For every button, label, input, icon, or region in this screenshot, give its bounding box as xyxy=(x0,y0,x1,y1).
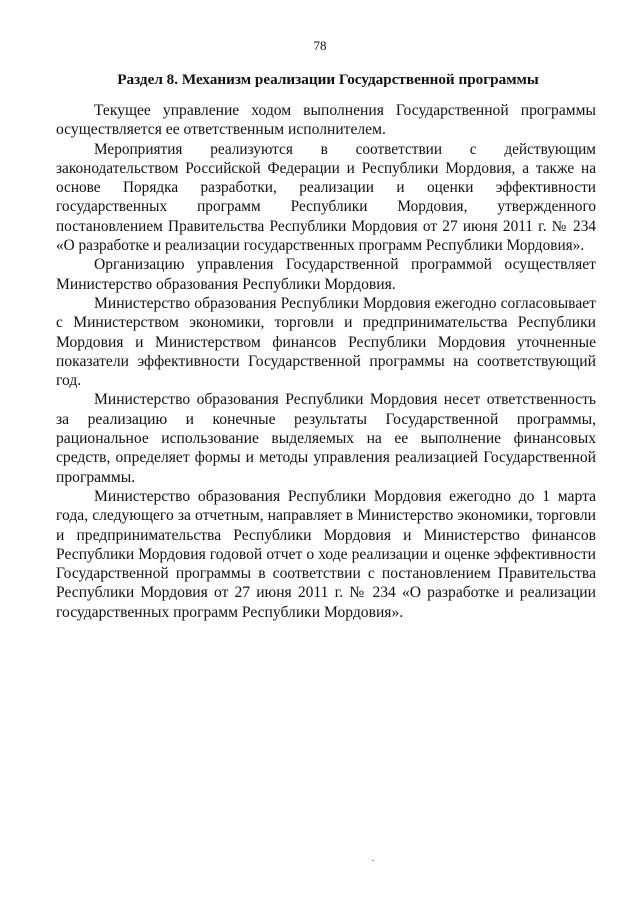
scan-artifact-dot xyxy=(372,860,374,861)
page-number: 78 xyxy=(313,38,327,53)
paragraph-current-management: Текущее управление ходом выполнения Государственной программы осуществляется ее ответственным исполнителем. xyxy=(56,102,596,139)
paragraph-annual-report: Министерство образования Республики Мордовия ежегодно до 1 марта года, следующего за отчетным, направляет в Министерство экономики, торговли и предпринимательства Республики Мордовия и Министерство финансов Республики Мордовия годовой отчет о ходе реализации и оценке эффективности Государственной программы в соответствии с постановлением Правительства Республики Мордовия от 27 июня 2011 г. № 234 «О разработке и реализации государственных программ Республики Мордовия». xyxy=(56,487,596,621)
paragraph-responsibility: Министерство образования Республики Мордовия несет ответственность за реализацию и конечные результаты Государственной программы, рациональное использование выделяемых на ее выполнение финансовых средств, определяет формы и методы управления реализацией Государственной программы. xyxy=(56,391,596,486)
paragraph-coordination: Министерство образования Республики Мордовия ежегодно согласовывает с Министерством экономики, торговли и предпринимательства Республики Мордовия и Министерством финансов Республики Мордовия уточненные показатели эффективности Государственной программы на соответствующий год. xyxy=(56,294,596,390)
paragraph-legal-basis: Мероприятия реализуются в соответствии с действующим законодательством Российской Федерации и Республики Мордовия, а также на основе Порядка разработки, реализации и оценки эффективности государственных программ Республики Мордовия, утвержденного постановлением Правительства Республики Мордовия от 27 июня 2011 г. № 234 «О разработке и реализации государственных программ Республики Мордовия». xyxy=(56,140,596,255)
body-text xyxy=(56,101,596,622)
paragraph-organization: Организацию управления Государственной программой осуществляет Министерство образования Республики Мордовия. xyxy=(56,256,596,293)
section-title: Раздел 8. Механизм реализации Государственной программы xyxy=(117,71,539,88)
